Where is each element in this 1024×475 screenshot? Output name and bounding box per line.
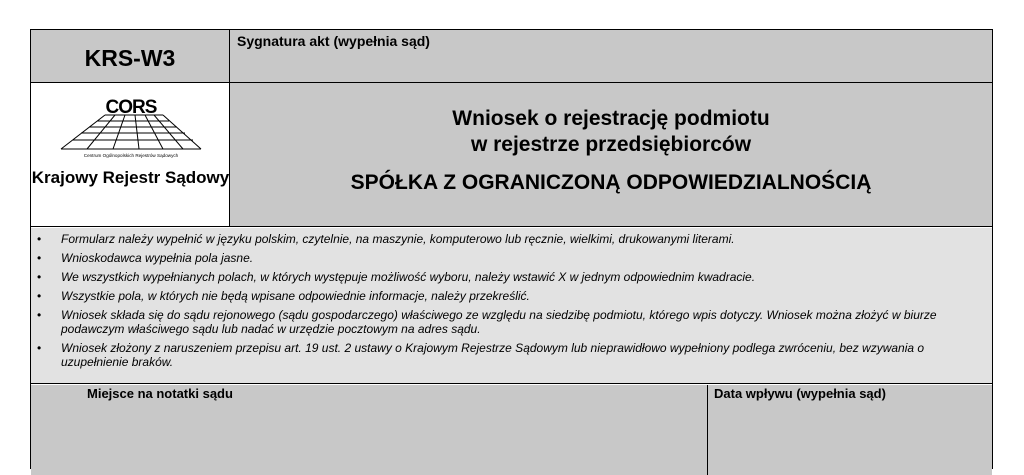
instruction-item	[37, 289, 957, 303]
instruction-item	[37, 341, 957, 369]
instruction-text: Wnioskodawca wypełnia pola jasne.	[61, 251, 254, 265]
bullet-icon: •	[37, 308, 42, 322]
instruction-text: Wniosek składa się do sądu rejonowego (sądu gospodarczego) właściwego ze względu na siedzibę podmiotu, którego wpis dotyczy. Wniosek można złożyć w biurze podawczym właściwego sądu lub nadać w urzędzie pocztowym na adres sądu.	[61, 308, 937, 336]
instruction-text: Wszystkie pola, w których nie będą wpisane odpowiednie informacje, należy przekreślić.	[61, 289, 530, 303]
form-title	[230, 106, 992, 158]
bullet-icon: •	[37, 232, 42, 246]
instruction-text: Formularz należy wypełnić w języku polskim, czytelnie, na maszynie, komputerowo lub ręcznie, wielkimi, drukowanymi literami.	[61, 232, 735, 246]
logo-cell	[31, 83, 230, 226]
instruction-item	[37, 308, 957, 336]
form-code: KRS-W3	[31, 30, 230, 82]
entity-type: SPÓŁKA Z OGRANICZONĄ ODPOWIEDZIALNOŚCIĄ	[350, 171, 872, 194]
form-title-line1: Wniosek o rejestrację podmiotu	[452, 107, 770, 130]
bullet-icon: •	[37, 289, 42, 303]
instruction-item	[37, 270, 957, 284]
logo-acronym: CORS	[105, 97, 157, 118]
header-row	[31, 30, 992, 83]
instruction-item	[37, 232, 957, 246]
instructions-box	[31, 228, 992, 384]
court-notes-label: Miejsce na notatki sądu	[87, 386, 233, 401]
title-row	[31, 83, 992, 227]
signature-label: Sygnatura akt (wypełnia sąd)	[237, 33, 430, 49]
registry-name: Krajowy Rejestr Sądowy	[31, 168, 230, 187]
bullet-icon: •	[37, 270, 42, 284]
instruction-text: Wniosek złożony z naruszeniem przepisu art. 19 ust. 2 ustawy o Krajowym Rejestrze Sądowym lub nieprawidłowo wypełniony podlega zwróceniu, bez wzywania o uzupełnienie braków.	[61, 341, 925, 369]
form-title-line2: w rejestrze przedsiębiorców	[470, 133, 752, 156]
title-cell	[230, 83, 992, 226]
cors-logo-icon	[57, 93, 205, 159]
bullet-icon: •	[37, 251, 42, 265]
signature-field[interactable]	[230, 30, 992, 82]
logo-full-name: Centrum Ogólnopolskich Rejestrów Sądowych	[83, 153, 179, 158]
instructions-list	[37, 232, 992, 369]
krs-form	[30, 29, 993, 469]
receipt-date-label: Data wpływu (wypełnia sąd)	[714, 386, 886, 401]
instruction-item	[37, 251, 957, 265]
bullet-icon: •	[37, 341, 42, 355]
instruction-text: We wszystkich wypełnianych polach, w których występuje możliwość wyboru, należy wstawić X w jednym odpowiednim kwadracie.	[61, 270, 756, 284]
